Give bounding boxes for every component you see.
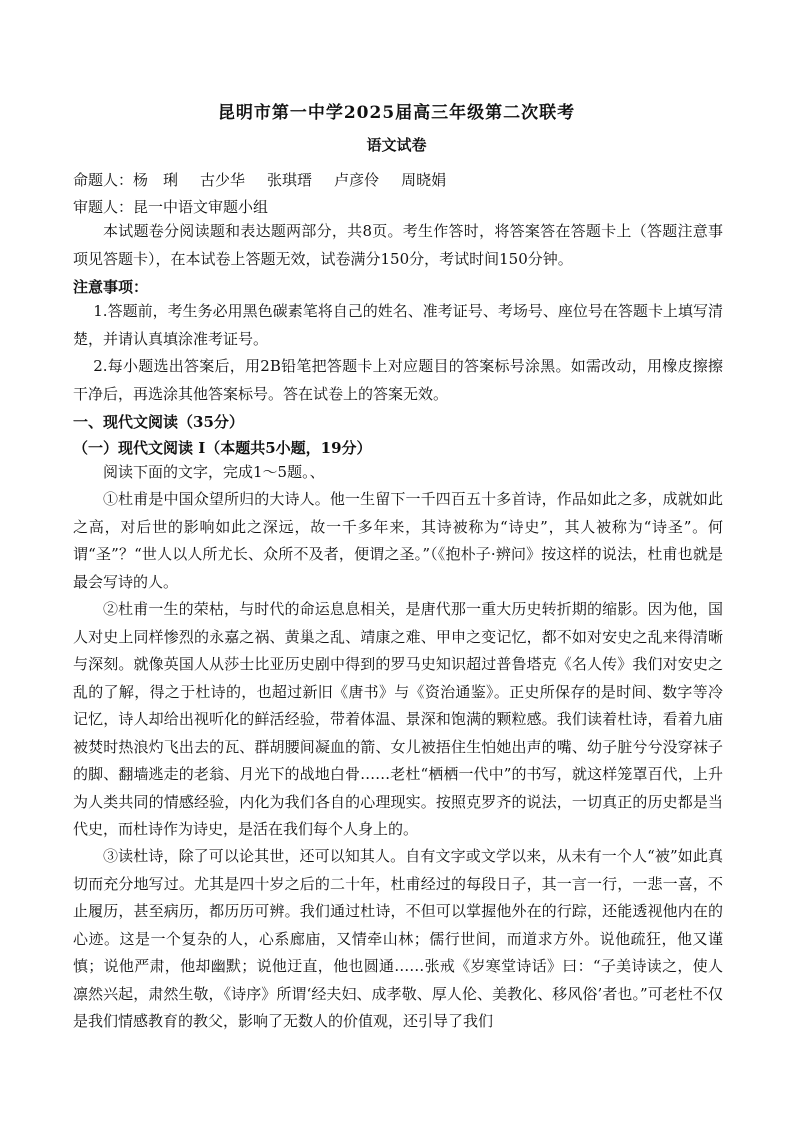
section-subheading: （一）现代文阅读 I（本题共5小题，19分） xyxy=(73,439,372,457)
author-name: 张琪瑨 xyxy=(267,171,313,189)
author-name: 杨 琍 xyxy=(133,171,179,189)
reviewers-line: 审题人：昆一中语文审题小组 xyxy=(73,198,269,216)
reading-instruction: 阅读下面的文字，完成1～5题。、 xyxy=(103,463,325,481)
authors-line xyxy=(73,169,723,191)
passage-paragraph-3: ③读杜诗，除了可以论其世，还可以知其人。自有文字或文学以来，从未有一个人“被”如此真切而充分地写过。尤其是四十岁之后的二十年，杜甫经过的每段日子，其一言一行，一悲一喜，不止履历，甚至病历，都历历可辨。我们通过杜诗，不但可以掌握他外在的行踪，还能透视他内在的心迹。这是一个复杂的人，心系廊庙，又情牵山林；儒行世间，而道求方外。说他疏狂，他又谨慎；说他严肃，他却幽默；说他迂直，他也圆通……张戒《岁寒堂诗话》曰：“子美诗读之，使人凛然兴起，肃然生敬，《诗序》所谓‘经夫妇、成孝敬、厚人伦、美教化、移风俗’者也。”可老杜不仅是我们情感教育的教父，影响了无数人的价值观，还引导了我们 xyxy=(73,847,723,1030)
author-name: 卢彦伶 xyxy=(334,171,380,189)
intro-paragraph: 本试题卷分阅读题和表达题两部分，共8页。考生作答时，将答案答在答题卡上（答题注意事项见答题卡），在本试卷上答题无效，试卷满分150分，考试时间150分钟。 xyxy=(73,222,723,268)
author-name: 古少华 xyxy=(200,171,246,189)
passage-paragraph-2: ②杜甫一生的荣枯，与时代的命运息息相关，是唐代那一重大历史转折期的缩影。因为他，国人对史上同样惨烈的永嘉之祸、黄巢之乱、靖康之难、甲申之变记忆，都不如对安史之乱来得清晰与深刻。就像英国人从莎士比亚历史剧中得到的罗马史知识超过普鲁塔克《名人传》我们对安史之乱的了解，得之于杜诗的，也超过新旧《唐书》与《资治通鉴》。正史所保存的是时间、数字等冷记忆，诗人却给出视听化的鲜活经验，带着体温、景深和饱满的颗粒感。我们读着杜诗，看着九庙被焚时热浪灼飞出去的瓦、群胡腰间凝血的箭、女儿被捂住生怕她出声的嘴、幼子脏兮兮没穿袜子的脚、翻墙逃走的老翁、月光下的战地白骨……老杜“栖栖一代中”的书写，就这样笼罩百代，上升为人类共同的情感经验，内化为我们各自的心理现实。按照克罗齐的说法，一切真正的历史都是当代史，而杜诗作为诗史，是活在我们每个人身上的。 xyxy=(73,600,723,838)
exam-subtitle: 语文试卷 xyxy=(366,136,427,154)
section-heading: 一、现代文阅读（35分） xyxy=(73,413,244,431)
notes-heading: 注意事项： xyxy=(73,278,149,296)
note-item-1: 1.答题前，考生务必用黑色碳素笔将自己的姓名、准考证号、考场号、座位号在答题卡上填写清楚，并请认真填涂准考证号。 xyxy=(73,302,723,348)
exam-title: 昆明市第一中学2025届高三年级第二次联考 xyxy=(217,103,576,123)
note-item-2: 2.每小题选出答案后，用2B铅笔把答题卡上对应题目的答案标号涂黑。如需改动，用橡皮擦擦干净后，再选涂其他答案标号。答在试卷上的答案无效。 xyxy=(73,357,723,403)
authors-label: 命题人： xyxy=(73,171,134,189)
author-name: 周晓娟 xyxy=(401,171,447,189)
passage-paragraph-1: ①杜甫是中国众望所归的大诗人。他一生留下一千四百五十多首诗，作品如此之多，成就如此之高，对后世的影响如此之深远，故一千多年来，其诗被称为“诗史”，其人被称为“诗圣”。何谓“圣”？“世人以人所尤长、众所不及者，便谓之圣。”（《抱朴子·辨问》按这样的说法，杜甫也就是最会写诗的人。 xyxy=(73,490,723,591)
